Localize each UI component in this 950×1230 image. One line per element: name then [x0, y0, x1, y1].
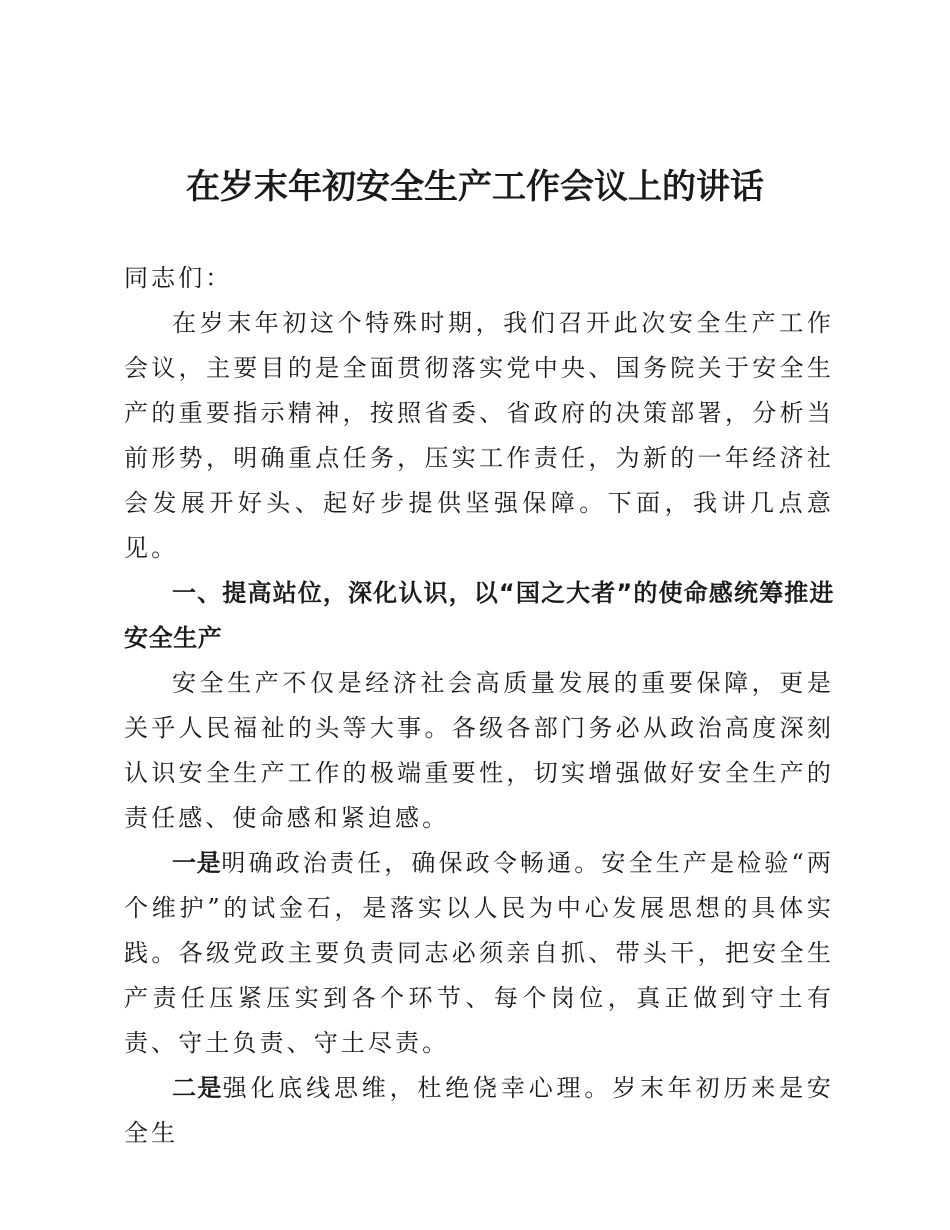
section-paragraph: 安全生产不仅是经济社会高质量发展的重要保障，更是关乎人民福祉的头等大事。各级各部门务必从政治高度深刻认识安全生产工作的极端重要性，切实增强做好安全生产的责任感、使命感和紧迫感。 — [124, 669, 834, 832]
point-lead-1: 一是 — [172, 849, 222, 877]
salutation: 同志们： — [124, 264, 233, 292]
intro-paragraph: 在岁末年初这个特殊时期，我们召开此次安全生产工作会议，主要目的是全面贯彻落实党中央、国务院关于安全生产的重要指示精神，按照省委、省政府的决策部署，分析当前形势，明确重点任务，压实工作责任，为新的一年经济社会发展开好头、起好步提供坚强保障。下面，我讲几点意见。 — [124, 309, 834, 562]
document-title: 在岁末年初安全生产工作会议上的讲话 — [186, 167, 764, 207]
point-text-2: 强化底线思维，杜绝侥幸心理。岁末年初历来是安全生 — [124, 1074, 835, 1147]
section-heading: 一、提高站位，深化认识，以“国之大者”的使命感统筹推进安全生产 — [124, 579, 834, 652]
point-text-1: 明确政治责任，确保政令畅通。安全生产是检验“两个维护”的试金石，是落实以人民为中心发展思想的具体实践。各级党政主要负责同志必须亲自抓、带头干，把安全生产责任压紧压实到各个环节、每个岗位，真正做到守土有责、守土负责、守土尽责。 — [124, 849, 834, 1057]
document-body — [124, 256, 834, 1156]
point-lead-2: 二是 — [172, 1074, 223, 1102]
point-paragraph-2 — [124, 1066, 834, 1156]
point-paragraph-1 — [124, 841, 834, 1066]
